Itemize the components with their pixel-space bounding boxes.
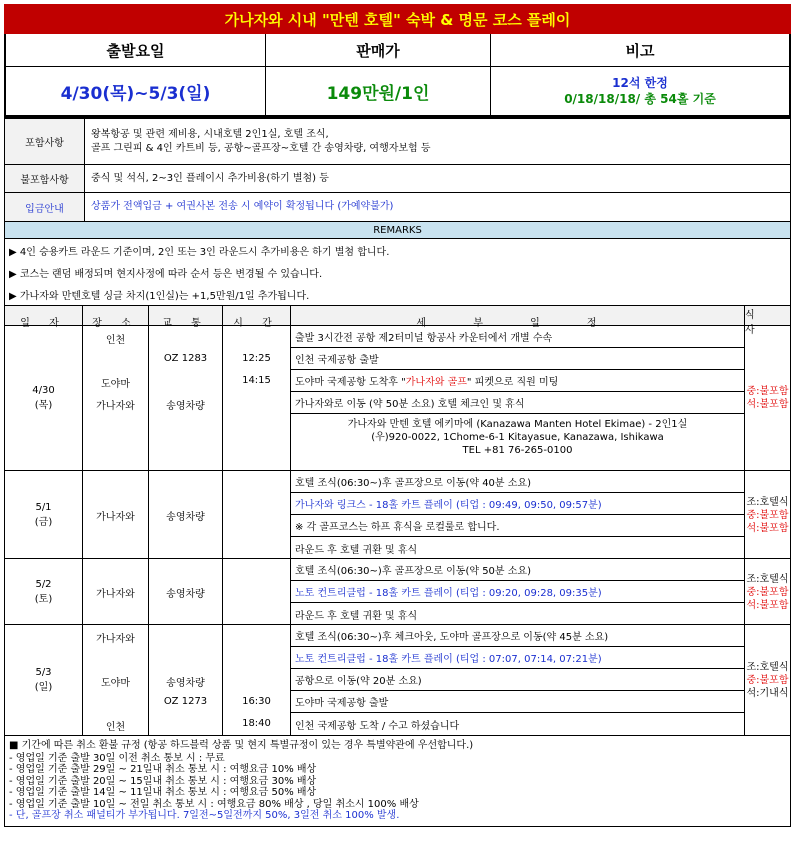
seat-limit: 12석 한정	[612, 76, 668, 90]
detail-line: 인천 국제공항 도착 / 수고 하셨습니다	[295, 720, 460, 732]
place-text: 도야마	[101, 678, 130, 689]
header-note: 비고	[491, 34, 789, 67]
cancellation-item: - 영업일 기준 출발 30일 이전 취소 통보 시 : 무료	[9, 752, 225, 764]
date-text: 5/2	[35, 579, 52, 590]
detail-line: 도야마 국제공항 출발	[291, 691, 744, 713]
included-line-2: 골프 그린피 & 4인 카트비 등, 공항~골프장~호텔 간 송영차량, 여행자보험 등	[91, 142, 431, 154]
flight-text: OZ 1273	[163, 696, 208, 707]
dow-text: (일)	[34, 682, 53, 693]
detail-text: " 피켓으로 직원 미팅	[466, 377, 559, 388]
time-text: 12:25	[242, 353, 271, 364]
cancellation-heading: ■ 기간에 따른 취소 환불 규정 (항공 하드블럭 상품 및 현지 특별규정이 있는 경우 특별약관에 우선합니다.)	[9, 740, 474, 751]
meal-lunch: 중:불포함	[746, 586, 789, 598]
schedule-day-3	[5, 559, 790, 625]
detail-line: 호텔 조식(06:30~)후 골프장으로 이동(약 50분 소요)	[291, 559, 744, 581]
schedule-table	[4, 306, 791, 736]
date-text: 5/1	[35, 502, 52, 513]
header-date: 일 자	[5, 306, 83, 336]
cancellation-item: - 영업일 기준 출발 14일 ~ 11일내 취소 통보 시 : 여행요금 50% 배상	[9, 787, 317, 798]
schedule-day-1	[5, 326, 790, 471]
day2-times	[223, 471, 291, 559]
day4-places	[83, 625, 149, 735]
header-transport: 교 통	[149, 306, 223, 336]
detail-line: 호텔 조식(06:30~)후 골프장으로 이동(약 40분 소요)	[291, 471, 744, 493]
day1-details	[291, 326, 745, 470]
header-price: 판매가	[266, 34, 491, 67]
header-time: 시 간	[223, 306, 291, 336]
excluded-content: 중식 및 석식, 2~3인 플레이시 추가비용(하기 별첨) 등	[91, 172, 329, 184]
remarks-heading: REMARKS	[4, 222, 791, 239]
day4-times	[223, 625, 291, 735]
hotel-address: (우)920-0022, 1Chome-6-1 Kitayasue, Kanazawa, Ishikawa	[371, 432, 664, 443]
hotel-name: 가나자와 만텐 호텔 에키마에 (Kanazawa Manten Hotel Ekimae) - 2인1실	[347, 419, 688, 430]
dow-text: (목)	[34, 400, 53, 411]
remark-item: ▶ 4인 승용카트 라운드 기준이며, 2인 또는 3인 라운드시 추가비용은 하기 별첨 합니다.	[9, 246, 390, 258]
detail-line: ※ 각 골프코스는 하프 휴식을 로컬룰로 합니다.	[291, 515, 744, 537]
cancellation-policy	[4, 736, 791, 827]
holes-basis: 0/18/18/18/ 총 54홀 기준	[564, 92, 716, 106]
departure-dates: 4/30(목)~5/3(일)	[6, 67, 266, 115]
day2-transport: 송영차량	[149, 471, 223, 559]
day3-place: 가나자와	[83, 559, 149, 625]
schedule-day-4	[5, 625, 790, 735]
day3-date	[5, 559, 83, 625]
date-text: 5/3	[35, 667, 52, 678]
dow-text: (금)	[34, 517, 53, 528]
header-details: 세 부 일 정	[291, 306, 745, 336]
cancellation-item: - 영업일 기준 출발 10일 ~ 전일 취소 통보 시 : 여행요금 80% 배상 , 당일 취소시 100% 배상	[9, 798, 419, 810]
detail-line: 노토 컨트리클럽 - 18홀 카트 플레이 (티업 : 07:07, 07:14, 07:21분)	[291, 647, 744, 669]
day4-date	[5, 625, 83, 735]
header-departure: 출발요일	[6, 34, 266, 67]
remarks-list	[4, 239, 791, 306]
day4-transport	[149, 625, 223, 735]
day2-details	[291, 471, 745, 559]
note-cell	[491, 67, 789, 115]
golf-penalty-note: - 단, 골프장 취소 패널티가 부가됩니다. 7일전~5일전까지 50%, 3일전 취소 100% 발생.	[9, 810, 400, 821]
date-text: 4/30	[32, 385, 55, 396]
day1-times	[223, 326, 291, 470]
day3-transport: 송영차량	[149, 559, 223, 625]
place-text: 인천	[105, 335, 126, 346]
day4-details	[291, 625, 745, 735]
hotel-info	[291, 414, 744, 461]
meal-breakfast: 조:호텔식	[746, 661, 789, 673]
detail-line: 공항으로 이동(약 20분 소요)	[291, 669, 744, 691]
meal-lunch: 중:불포함	[746, 509, 789, 521]
detail-line: 가나자와 링크스 - 18홀 카트 플레이 (티업 : 09:49, 09:50, 09:57분)	[291, 493, 744, 515]
meal-dinner: 석:불포함	[746, 522, 789, 534]
place-text: 인천	[105, 722, 126, 733]
included-content	[85, 119, 790, 164]
day1-places	[83, 326, 149, 470]
info-table	[4, 117, 791, 222]
place-text: 도야마	[101, 379, 130, 390]
payment-label: 입금안내	[5, 193, 85, 221]
cancellation-item: - 영업일 기준 출발 29일 ~ 21일내 취소 통보 시 : 여행요금 10% 배상	[9, 764, 317, 775]
meal-breakfast: 조:호텔식	[746, 496, 789, 508]
remark-item: ▶ 가나자와 만텐호텔 싱글 차지(1인실)는 +1,5만원/1일 추가됩니다.	[9, 290, 310, 302]
detail-line: 노토 컨트리클럽 - 18홀 카트 플레이 (티업 : 09:20, 09:28, 09:35분)	[291, 581, 744, 603]
day1-transport	[149, 326, 223, 470]
remark-item: ▶ 코스는 랜덤 배정되며 현지사정에 따라 순서 등은 변경될 수 있습니다.	[9, 268, 323, 280]
place-text: 가나자와	[96, 401, 135, 412]
detail-line	[291, 370, 744, 392]
detail-line: 출발 3시간전 공항 제2터미널 항공사 카운터에서 개별 수속	[291, 326, 744, 348]
flight-text: OZ 1283	[163, 353, 208, 364]
page-title: 가나자와 시내 "만텐 호텔" 숙박 & 명문 코스 플레이	[4, 4, 791, 34]
detail-line: 인천 국제공항 출발	[291, 348, 744, 370]
price-table	[4, 34, 791, 117]
day2-date	[5, 471, 83, 559]
detail-line: 호텔 조식(06:30~)후 체크아웃, 도야마 골프장으로 이동(약 45분 소요)	[291, 625, 744, 647]
payment-content: 상품가 전액입금 + 여권사본 전송 시 예약이 확정됩니다 (가예약불가)	[91, 201, 394, 212]
day1-date	[5, 326, 83, 470]
time-text: 14:15	[242, 375, 271, 386]
place-text: 가나자와	[96, 634, 135, 645]
day2-place: 가나자와	[83, 471, 149, 559]
schedule-header	[5, 306, 790, 336]
dow-text: (토)	[34, 594, 53, 605]
meal-breakfast: 조:호텔식	[746, 573, 789, 585]
meal-lunch: 중:불포함	[746, 386, 789, 397]
time-text: 18:40	[242, 718, 271, 729]
meal-dinner: 석:불포함	[746, 599, 789, 611]
day3-details	[291, 559, 745, 625]
schedule-day-2	[5, 471, 790, 559]
day1-meals	[745, 326, 790, 470]
detail-line: 라운드 후 호텔 귀환 및 휴식	[295, 610, 418, 622]
hotel-phone: TEL +81 76-265-0100	[462, 445, 573, 456]
transport-text: 송영차량	[166, 401, 205, 412]
cancellation-item: - 영업일 기준 출발 20일 ~ 15일내 취소 통보 시 : 여행요금 30% 배상	[9, 775, 317, 787]
included-line-1: 왕복항공 및 관련 제비용, 시내호텔 2인1실, 호텔 조식,	[91, 128, 329, 140]
day2-meals	[745, 471, 790, 559]
meal-dinner: 석:기내식	[746, 687, 789, 699]
meal-lunch: 중:불포함	[746, 674, 789, 686]
day3-meals	[745, 559, 790, 625]
detail-line: 가나자와로 이동 (약 50분 소요) 호텔 체크인 및 휴식	[291, 392, 744, 414]
picket-name: 가나자와 골프	[405, 377, 467, 388]
transport-text: 송영차량	[166, 678, 205, 689]
header-meal: 식 사	[745, 310, 763, 336]
detail-text: 도야마 국제공항 도착후 "	[295, 377, 406, 388]
meal-dinner: 석:불포함	[746, 399, 789, 410]
day3-times	[223, 559, 291, 625]
time-text: 16:30	[242, 696, 271, 707]
sale-price: 149만원/1인	[266, 67, 491, 115]
header-place: 장 소	[83, 306, 149, 336]
detail-line: 라운드 후 호텔 귀환 및 휴식	[295, 544, 418, 556]
day4-meals	[745, 625, 790, 735]
excluded-label: 불포함사항	[5, 165, 85, 192]
included-label: 포함사항	[5, 119, 85, 164]
